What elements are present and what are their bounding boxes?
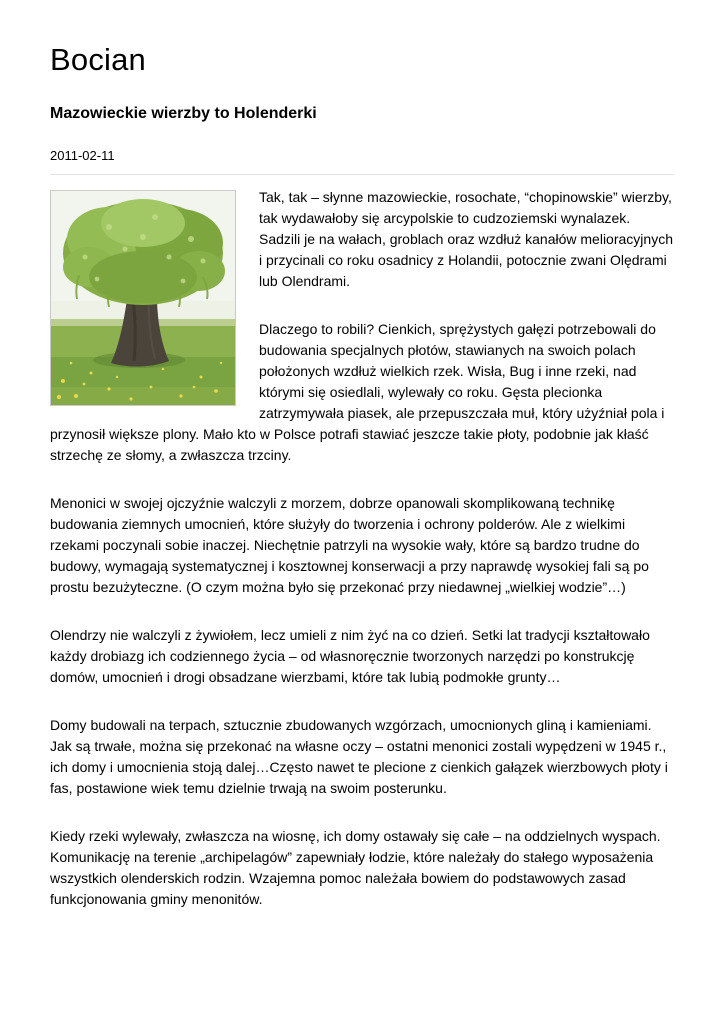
article-paragraph: Menonici w swojej ojczyźnie walczyli z morzem, dobrze opanowali skomplikowaną technikę budowania ziemnych umocnień, które służyły do tworzenia i ochrony polderów. Ale z wielkimi rzekami poczynali sobie inaczej. Niechętnie patrzyli na wysokie wały, które są bardzo trudne do budowy, wymagają systematycznej i kosztownej konserwacji a przy naprawdę wysokiej fali są po prostu bezużyteczne. (O czym można było się przekonać przy niedawnej „wielkiej wodzie”…): [50, 495, 649, 595]
article-subtitle: Mazowieckie wierzby to Holenderki: [50, 105, 317, 122]
article-paragraph: Kiedy rzeki wylewały, zwłaszcza na wiosnę, ich domy ostawały się całe – na oddzielnych wyspach. Komunikację na terenie „archipelagów” zapewniały łodzie, które należały do stałego wyposażenia wszystkich olenderskich rodzin. Wzajemna pomoc należała bowiem do podstawowych zasad funkcjonowania gminy menonitów.: [50, 828, 661, 907]
willow-tree-image: [50, 190, 236, 406]
page-title: Bocian: [50, 42, 146, 77]
willow-tree-illustration: [51, 191, 235, 405]
article-paragraph: Olendrzy nie walczyli z żywiołem, lecz umieli z nim żyć na co dzień. Setki lat tradycji kształtowało każdy drobiazg ich codziennego życia – od własnoręcznie tworzonych narzędzi po konstrukcję domów, umocnień i drogi obsadzane wierzbami, które tak lubią podmokłe grunty…: [50, 627, 650, 685]
article-paragraph: Tak, tak – słynne mazowieckie, rosochate, “chopinowskie” wierzby, tak wydawałoby się arcypolskie to cudzoziemski wynalazek. Sadzili je na wałach, groblach oraz wzdłuż kanałów melioracyjnych i przycinali co roku osadnicy z Holandii, potocznie zwani Olędrami lub Olendrami.: [259, 189, 673, 289]
divider: [50, 174, 674, 175]
article-date: 2011-02-11: [50, 148, 115, 163]
article-paragraph: Domy budowali na terpach, sztucznie zbudowanych wzgórzach, umocnionych gliną i kamieniami. Jak są trwałe, można się przekonać na własne oczy – ostatni menonici zostali wypędzeni w 1945 r., ich domy i umocnienia stoją dalej…Często nawet te plecione z cienkich gałązek wierzbowych płoty i fas, postawione wiek temu dzielnie trwają na swoim posterunku.: [50, 717, 668, 796]
article-body: [50, 187, 674, 910]
article-paragraph: Dlaczego to robili? Cienkich, sprężystych gałęzi potrzebowali do budowania specjalnych płotów, stawianych na swoich polach położonych wzdłuż wielkich rzek. Wisła, Bug i inne rzeki, nad którymi się osiedlali, wylewały co roku. Gęsta plecionka zatrzymywała piasek, ale przepuszczała muł, który użyźniał pola i przynosił większe plony. Mało kto w Polsce potrafi stawiać jeszcze takie płoty, podobnie jak kłaść strzechę ze słomy, a zwłaszcza trzciny.: [50, 321, 665, 463]
